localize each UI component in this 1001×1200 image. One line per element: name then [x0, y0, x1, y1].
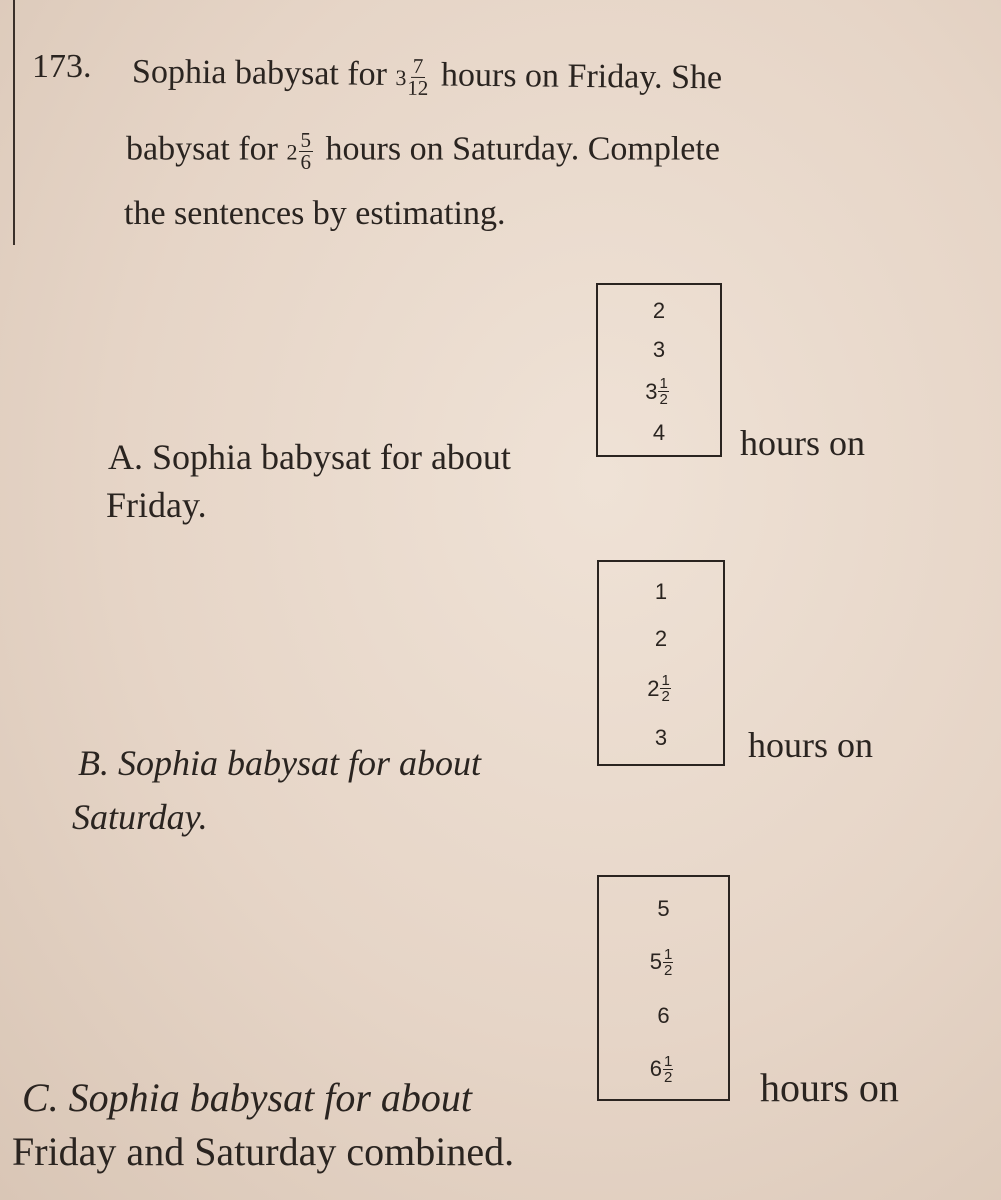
- numerator: 5: [300, 128, 312, 152]
- denominator: 2: [663, 961, 673, 979]
- question-a-after: hours on: [740, 423, 865, 463]
- problem-line-1: [132, 53, 722, 102]
- answer-option[interactable]: [657, 896, 669, 922]
- option-whole: 2: [652, 297, 666, 323]
- denominator: 6: [300, 150, 312, 174]
- option-whole: 6: [657, 1002, 670, 1028]
- question-b-answer-box[interactable]: [597, 560, 725, 766]
- option-fraction: [658, 376, 668, 407]
- answer-option[interactable]: [645, 376, 673, 407]
- answer-option[interactable]: [655, 579, 667, 605]
- option-whole: 3: [652, 336, 666, 362]
- question-b-label: B. Sophia babysat for about: [78, 743, 481, 783]
- denominator: 2: [661, 688, 670, 706]
- question-b-after: hours on: [748, 725, 873, 765]
- question-c-end: Friday and Saturday combined.: [12, 1129, 515, 1174]
- option-whole: 1: [654, 578, 668, 604]
- option-whole: 5: [657, 895, 670, 921]
- question-c-answer-box[interactable]: [597, 875, 730, 1101]
- numerator: 1: [659, 375, 668, 393]
- text: Sophia babysat for: [131, 53, 388, 93]
- option-whole: 5: [649, 949, 662, 974]
- option-whole: 4: [652, 420, 666, 446]
- question-a-label: A. Sophia babysat for about: [108, 437, 511, 477]
- mixed-whole: 2: [286, 139, 298, 165]
- text: babysat for: [126, 130, 279, 168]
- question-a-end: Friday.: [106, 485, 207, 525]
- answer-option[interactable]: [653, 420, 665, 446]
- numerator: 7: [412, 53, 424, 78]
- question-c-after: hours on: [760, 1065, 899, 1110]
- option-whole: 3: [645, 378, 658, 404]
- numerator: 1: [663, 945, 673, 963]
- answer-option[interactable]: [657, 1003, 669, 1029]
- problem-line-3: the sentences by estimating.: [124, 195, 506, 232]
- margin-rule: [13, 0, 15, 245]
- answer-option[interactable]: [653, 337, 665, 363]
- option-whole: 6: [649, 1056, 662, 1081]
- question-c-label: C. Sophia babysat for about: [22, 1075, 473, 1120]
- denominator: 2: [663, 1068, 673, 1086]
- answer-option[interactable]: [653, 298, 665, 324]
- option-whole: 3: [654, 725, 668, 751]
- option-whole: 2: [654, 625, 668, 651]
- option-fraction: [660, 673, 670, 704]
- answer-option[interactable]: [647, 673, 675, 704]
- option-whole: 2: [647, 675, 660, 701]
- option-fraction: [663, 1054, 673, 1085]
- question-a-answer-box[interactable]: [596, 283, 722, 457]
- denominator: 2: [659, 391, 668, 409]
- problem-number: 173.: [32, 48, 92, 85]
- numerator: 1: [661, 672, 670, 690]
- numerator: 1: [663, 1052, 673, 1070]
- question-b-end: Saturday.: [72, 797, 208, 837]
- option-fraction: [663, 947, 673, 978]
- answer-option[interactable]: [650, 1054, 678, 1085]
- answer-option[interactable]: [655, 626, 667, 652]
- text: hours on Friday. She: [440, 56, 723, 97]
- problem-line-2: [126, 130, 720, 173]
- fraction: [407, 53, 429, 101]
- answer-option[interactable]: [650, 947, 678, 978]
- answer-option[interactable]: [655, 725, 667, 751]
- text: hours on Saturday. Complete: [325, 130, 720, 168]
- mixed-whole: 3: [395, 64, 407, 91]
- denominator: 12: [407, 75, 429, 101]
- fraction: [299, 130, 314, 173]
